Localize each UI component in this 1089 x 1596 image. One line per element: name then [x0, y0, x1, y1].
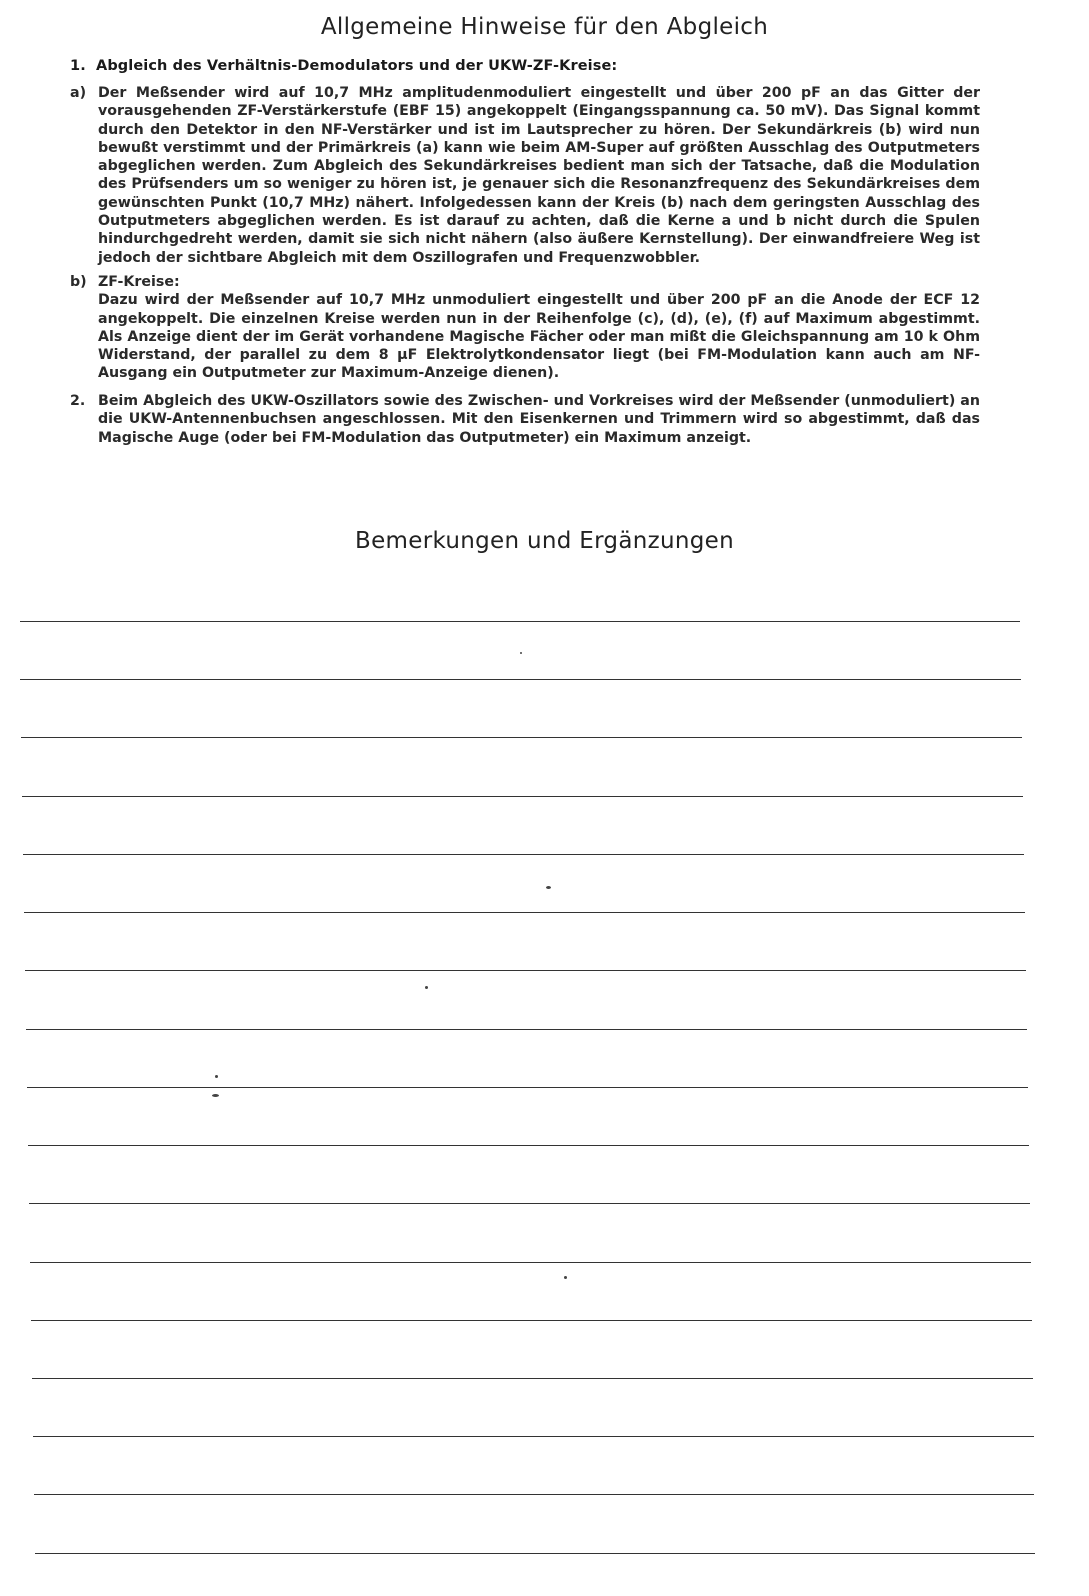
paragraph-a: [70, 84, 980, 267]
writing-line: [32, 1378, 1033, 1379]
paragraph-marker: 2.: [70, 393, 86, 409]
paragraph-text: Beim Abgleich des UKW-Oszillators sowie des Zwischen- und Vorkreises wird der Meßsender (unmoduliert) an die UKW-Antennenbuchsen angeschlossen. Mit den Eisenkernen und Trimmern wird so abgestimmt, daß das Magische Auge (oder bei FM-Modulation das Outputmeter) ein Maximum anzeigt.: [98, 393, 980, 446]
writing-line: [24, 912, 1025, 913]
paragraph-subheading: ZF-Kreise:: [98, 274, 180, 290]
scan-speck: [215, 1075, 218, 1078]
section-number: 1.: [70, 58, 86, 74]
paragraph-2: [70, 392, 980, 447]
section-1-heading: [70, 58, 617, 74]
scan-speck: [546, 886, 551, 889]
writing-line: [26, 1029, 1027, 1030]
writing-line: [34, 1494, 1034, 1495]
writing-line: [30, 1262, 1031, 1263]
writing-line: [21, 737, 1022, 738]
writing-line: [27, 1087, 1028, 1088]
writing-line: [20, 621, 1020, 622]
writing-line: [25, 970, 1026, 971]
paragraph-b: [70, 273, 980, 383]
writing-line: [31, 1320, 1032, 1321]
remarks-title: Bemerkungen und Ergänzungen: [355, 528, 734, 554]
scan-speck: [425, 986, 428, 989]
page-title: Allgemeine Hinweise für den Abgleich: [320, 14, 769, 40]
writing-line: [22, 796, 1023, 797]
paragraph-marker: b): [70, 274, 87, 290]
writing-line: [20, 679, 1021, 680]
writing-line: [33, 1436, 1034, 1437]
paragraph-marker: a): [70, 85, 87, 101]
scan-speck: [564, 1276, 567, 1279]
writing-line: [35, 1553, 1035, 1554]
paragraph-text: Dazu wird der Meßsender auf 10,7 MHz unmoduliert eingestellt und über 200 pF an die Anode der ECF 12 angekoppelt. Die einzelnen Kreise werden nun in der Reihenfolge (c), (d), (e), (f) auf Maximum abgestimmt. Als Anzeige dient der im Gerät vorhandene Magische Fächer oder man mißt die Gleichspannung am 10 k Ohm Widerstand, der parallel zu dem 8 µF Elektrolytkondensator liegt (bei FM-Modulation kann auch am NF-Ausgang ein Outputmeter zur Maximum-Anzeige dienen).: [98, 292, 980, 382]
writing-line: [28, 1145, 1029, 1146]
writing-line: [29, 1203, 1030, 1204]
scan-speck: [212, 1094, 219, 1097]
scan-speck: [520, 652, 522, 654]
section-heading-text: Abgleich des Verhältnis-Demodulators und der UKW-ZF-Kreise:: [96, 58, 618, 74]
paragraph-text: Der Meßsender wird auf 10,7 MHz amplitudenmoduliert eingestellt und über 200 pF an das Gitter der vorausgehenden ZF-Verstärkerstufe (EBF 15) angekoppelt (Eingangsspannung ca. 50 mV). Das Signal kommt durch den Detektor in den NF-Verstärker und ist im Lautsprecher zu hören. Der Sekundärkreis (b) wird nun bewußt verstimmt und der Primärkreis (a) kann wie beim AM-Super auf größten Ausschlag des Outputmeters abgeglichen werden. Zum Abgleich des Sekundärkreises bedient man sich der Tatsache, daß die Modulation des Prüfsenders um so weniger zu hören ist, je genauer sich die Resonanzfrequenz des Sekundärkreises dem gewünschten Punkt (10,7 MHz) nähert. Infolgedessen kann der Kreis (b) nach dem geringsten Ausschlag des Outputmeters abgeglichen werden. Es ist darauf zu achten, daß die Kerne a und b nicht durch die Spulen hindurchgedreht werden, damit sie sich nicht nähern (also äußere Kernstellung). Der einwandfreiere Weg ist jedoch der sichtbare Abgleich mit dem Oszillografen und Frequenzwobbler.: [98, 85, 980, 266]
writing-line: [23, 854, 1024, 855]
